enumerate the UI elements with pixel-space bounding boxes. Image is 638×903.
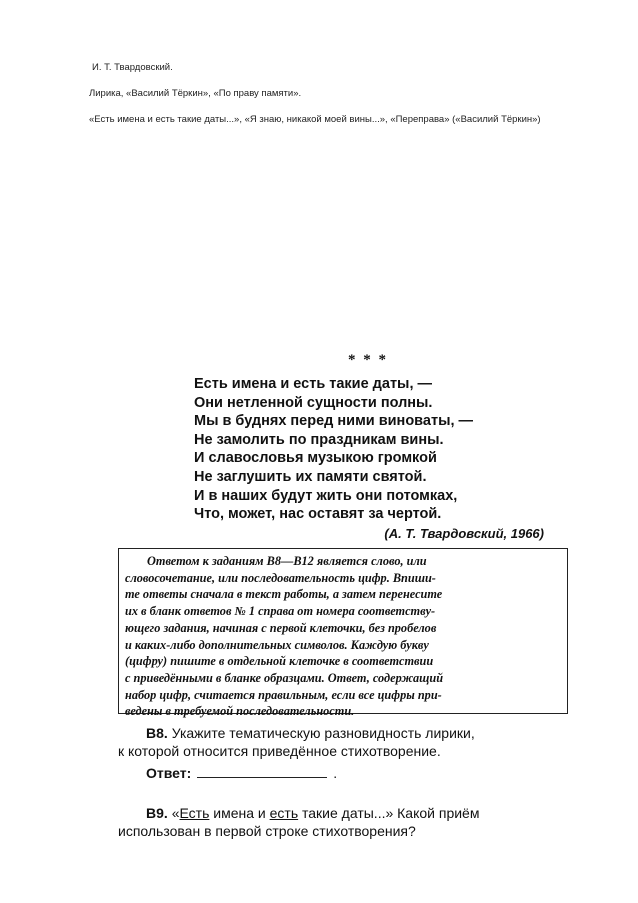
instruction-line: ведены в требуемой последовательности. xyxy=(125,704,355,719)
answer-field[interactable] xyxy=(197,777,327,778)
question-text: имена и xyxy=(209,805,270,821)
poem-line: Есть имена и есть такие даты, — xyxy=(194,376,432,392)
instruction-line: их в бланк ответов № 1 справа от номера соответству- xyxy=(125,604,436,619)
question-number: В9. xyxy=(146,805,168,821)
instruction-line: Ответом к заданиям В8—В12 является слово, или xyxy=(147,554,427,568)
instruction-line: те ответы сначала в текст работы, а затем перенесите xyxy=(125,587,443,602)
poem-stars: * * * xyxy=(348,352,388,368)
question-number: В8. xyxy=(146,725,168,741)
poem-line: И славословья музыкою громкой xyxy=(194,450,437,467)
question-text: такие даты...» Какой приём xyxy=(298,805,480,821)
underlined-word: есть xyxy=(269,805,299,821)
instruction-line: набор цифр, считается правильным, если все цифры при- xyxy=(125,687,442,702)
question-text-cont: использован в первой строке стихотворения? xyxy=(118,823,416,839)
question-b9 xyxy=(118,804,578,840)
instruction-line: ющего задания, начиная с первой клеточки, без пробелов xyxy=(125,620,437,635)
genres-line: Лирика, «Василий Тёркин», «По праву памяти». xyxy=(89,88,302,99)
instruction-line: с приведёнными в бланке образцами. Ответ, содержащий xyxy=(125,670,444,685)
underlined-word: Есть xyxy=(179,805,210,821)
poem-line: Не замолить по праздникам вины. xyxy=(194,431,444,448)
poem-block xyxy=(118,352,578,541)
instruction-line: (цифру) пишите в отдельной клеточке в соответствии xyxy=(125,654,434,669)
poem-text xyxy=(194,375,578,524)
header-block xyxy=(89,60,589,138)
poem-line: Не заглушить их памяти святой. xyxy=(194,468,427,485)
poem-attribution: (А. Т. Твардовский, 1966) xyxy=(384,525,544,541)
question-text: Укажите тематическую разновидность лирики, xyxy=(171,725,475,741)
poem-line: Они нетленной сущности полны. xyxy=(194,394,433,411)
poem-line: И в наших будут жить они потомках, xyxy=(194,487,458,504)
question-text-cont: к которой относится приведённое стихотворение. xyxy=(118,743,441,759)
instruction-line: словосочетание, или последовательность цифр. Впиши- xyxy=(125,570,436,585)
quote-open: « xyxy=(171,805,180,821)
answer-label: Ответ: xyxy=(146,765,192,781)
question-b8 xyxy=(118,724,578,782)
answer-end: . xyxy=(333,765,338,781)
poem-line: Мы в буднях перед ними виноваты, — xyxy=(194,413,474,430)
instructions-box xyxy=(118,548,568,719)
author-line: И. Т. Твардовский. xyxy=(92,62,173,73)
poem-line: Что, может, нас оставят за чертой. xyxy=(194,506,442,523)
works-line: «Есть имена и есть такие даты...», «Я знаю, никакой моей вины...», «Переправа» («Василий Тёркин») xyxy=(89,114,541,125)
instruction-line: и каких-либо дополнительных символов. Каждую букву xyxy=(125,637,429,652)
